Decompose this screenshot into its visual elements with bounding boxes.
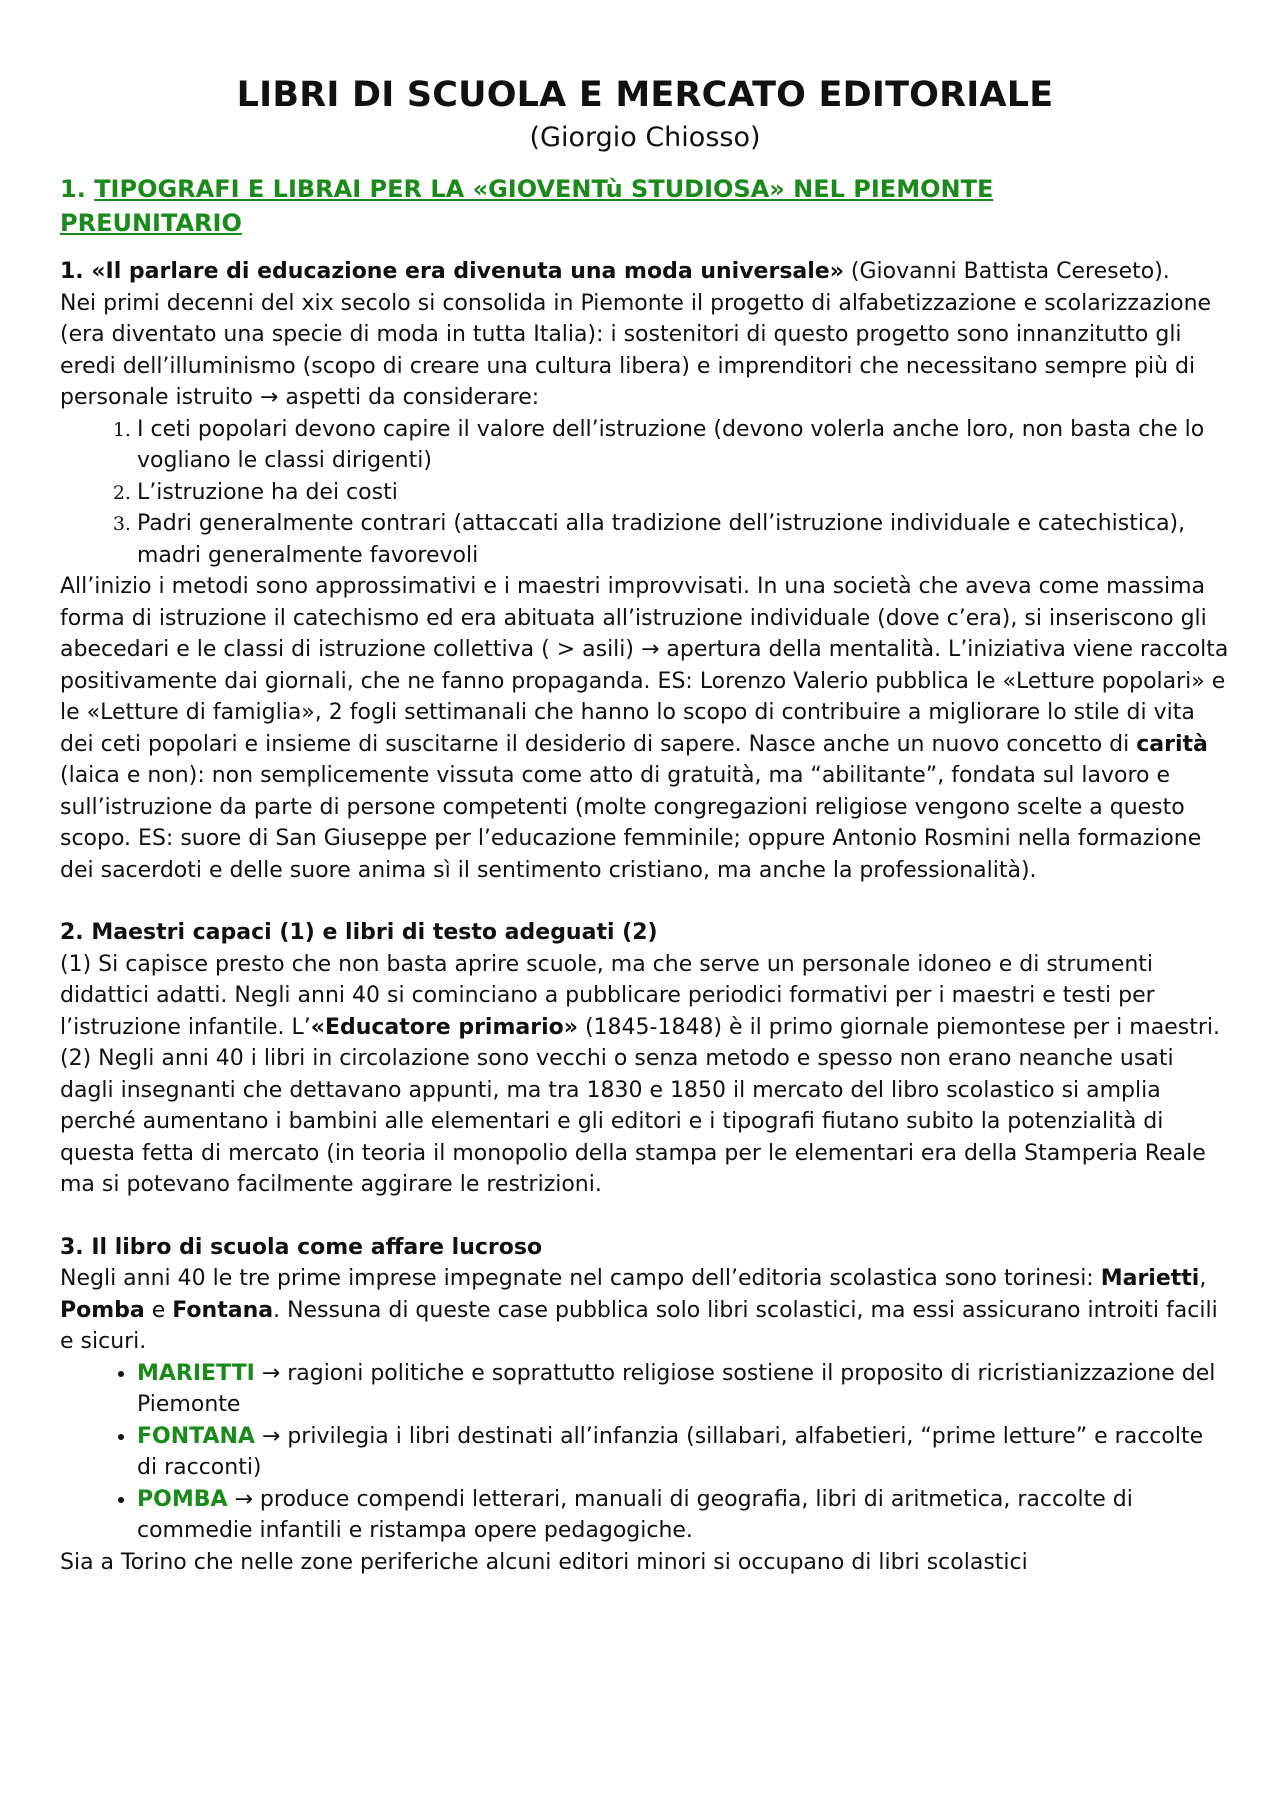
section-2-p1-text-b: (1845-1848) è il primo giornale piemontese per i maestri. [577, 1014, 1220, 1040]
publisher-label: MARIETTI [137, 1360, 255, 1386]
separator: e [144, 1297, 173, 1323]
section-1-list [60, 414, 1230, 572]
section-2-paragraph-1 [60, 949, 1230, 1044]
publisher-name: Pomba [60, 1297, 145, 1323]
list-item: 2. L’istruzione ha dei costi [137, 477, 1230, 509]
section-2-heading [60, 917, 1230, 949]
section-1-body-text-a: All’inizio i metodi sono approssimativi e i maestri improvvisati. In una società che aveva come massima forma di istruzione il catechismo ed era abituata all’istruzione individuale (dove c’era), si inseriscono gli abecedari e le classi di istruzione collettiva ( > asili) → apertura della mentalità. L’iniziativa viene raccolta positivamente dai giornali, che ne fanno propaganda. ES: Lorenzo Valerio pubblica le «Letture popolari» e le «Letture di famiglia», 2 fogli settimanali che hanno lo scopo di contribuire a migliorare lo stile di vita dei ceti popolari e insieme di suscitarne il desiderio di sapere. Nasce anche un nuovo concetto di [60, 574, 1229, 757]
list-item-text: → ragioni politiche e soprattutto religiose sostiene il proposito di ricristianizzazione del Piemonte [137, 1360, 1216, 1417]
section-1-intro: Nei primi decenni del xix secolo si consolida in Piemonte il progetto di alfabetizzazione e scolarizzazione (era diventato una specie di moda in tutta Italia): i sostenitori di questo progetto sono innanzitutto gli eredi dell’illuminismo (scopo di creare una cultura libera) e imprenditori che necessitano sempre più di personale istruito → aspetti da considerare: [60, 290, 1212, 410]
publisher-label: FONTANA [137, 1423, 255, 1449]
document-page [60, 72, 1230, 1578]
section-3-intro-text-b: . Nessuna di queste case pubblica solo libri scolastici, ma essi assicurano introiti facili e sicuri. [60, 1297, 1218, 1354]
section-2-p1-bold: «Educatore primario» [310, 1014, 578, 1040]
chapter-title-line1: TIPOGRAFI E LIBRAI PER LA «GIOVENTù STUDIOSA» NEL PIEMONTE [94, 175, 994, 203]
section-3-closing: Sia a Torino che nelle zone periferiche alcuni editori minori si occupano di libri scolastici [60, 1549, 1028, 1575]
section-2-heading-bold: 2. Maestri capaci (1) e libri di testo adeguati (2) [60, 920, 658, 945]
publisher-label: POMBA [137, 1486, 228, 1512]
section-1-heading-source: (Giovanni Battista Cereseto). [843, 259, 1170, 284]
section-1-heading-bold: 1. «Il parlare di educazione era divenuta una moda universale» [60, 259, 844, 284]
chapter-number: 1. [60, 175, 86, 203]
section-3-intro [60, 1263, 1230, 1358]
section-3-intro-text-a: Negli anni 40 le tre prime imprese impegnate nel campo dell’editoria scolastica sono torinesi: [60, 1266, 1101, 1291]
document-author: (Giorgio Chiosso) [529, 122, 761, 153]
separator: , [1199, 1266, 1207, 1291]
list-item-text: → privilegia i libri destinati all’infanzia (sillabari, alfabetieri, “prime letture” e raccolte di racconti) [137, 1423, 1204, 1480]
section-3-heading-bold: 3. Il libro di scuola come affare lucroso [60, 1234, 543, 1260]
chapter-heading [60, 172, 1230, 240]
section-2-p1-text-a: (1) Si capisce presto che non basta aprire scuole, ma che serve un personale idoneo e di strumenti didattici adatti. Negli anni 40 si cominciano a pubblicare periodici formativi per i maestri e testi per l’istruzione infantile. L’ [60, 951, 1155, 1040]
list-item: 3. Padri generalmente contrari (attaccati alla tradizione dell’istruzione individuale e catechistica), madri generalmente favorevoli [137, 508, 1230, 571]
section-1-body-text-b: (laica e non): non semplicemente vissuta come atto di gratuità, ma “abilitante”, fondata sul lavoro e sull’istruzione da parte di persone competenti (molte congregazioni religiose vengono scelte a questo scopo. ES: suore di San Giuseppe per l’educazione femminile; oppure Antonio Rosmini nella formazione dei sacerdoti e delle suore anima sì il sentimento cristiano, ma anche la professionalità). [60, 763, 1202, 883]
list-item: 1. I ceti popolari devono capire il valore dell’istruzione (devono volerla anche loro, non basta che lo vogliano le classi dirigenti) [137, 414, 1230, 477]
publisher-name: Marietti [1100, 1266, 1200, 1291]
document-title: LIBRI DI SCUOLA E MERCATO EDITORIALE [236, 75, 1054, 115]
spacer [60, 1201, 1230, 1232]
publisher-name: Fontana [172, 1297, 274, 1323]
list-item-text: → produce compendi letterari, manuali di geografia, libri di aritmetica, raccolte di commedie infantili e ristampa opere pedagogiche. [137, 1486, 1133, 1543]
section-3-heading [60, 1232, 1230, 1264]
spacer [60, 886, 1230, 917]
section-1-body-bold: carità [1136, 731, 1208, 757]
list-item [137, 1421, 1230, 1484]
section-2-paragraph-2: (2) Negli anni 40 i libri in circolazione sono vecchi o senza metodo e spesso non erano neanche usati dagli insegnanti che dettavano appunti, ma tra 1830 e 1850 il mercato del libro scolastico si amplia perché aumentano i bambini alle elementari e gli editori e i tipografi fiutano subito la potenzialità di questa fetta di mercato (in teoria il monopolio della stampa per le elementari era della Stamperia Reale ma si potevano facilmente aggirare le restrizioni. [60, 1046, 1206, 1197]
section-1-body [60, 571, 1230, 886]
list-item [137, 1484, 1230, 1547]
section-1-heading [60, 256, 1230, 288]
list-item [137, 1358, 1230, 1421]
chapter-title-line2: PREUNITARIO [60, 209, 242, 237]
section-3-bullet-list [60, 1358, 1230, 1547]
